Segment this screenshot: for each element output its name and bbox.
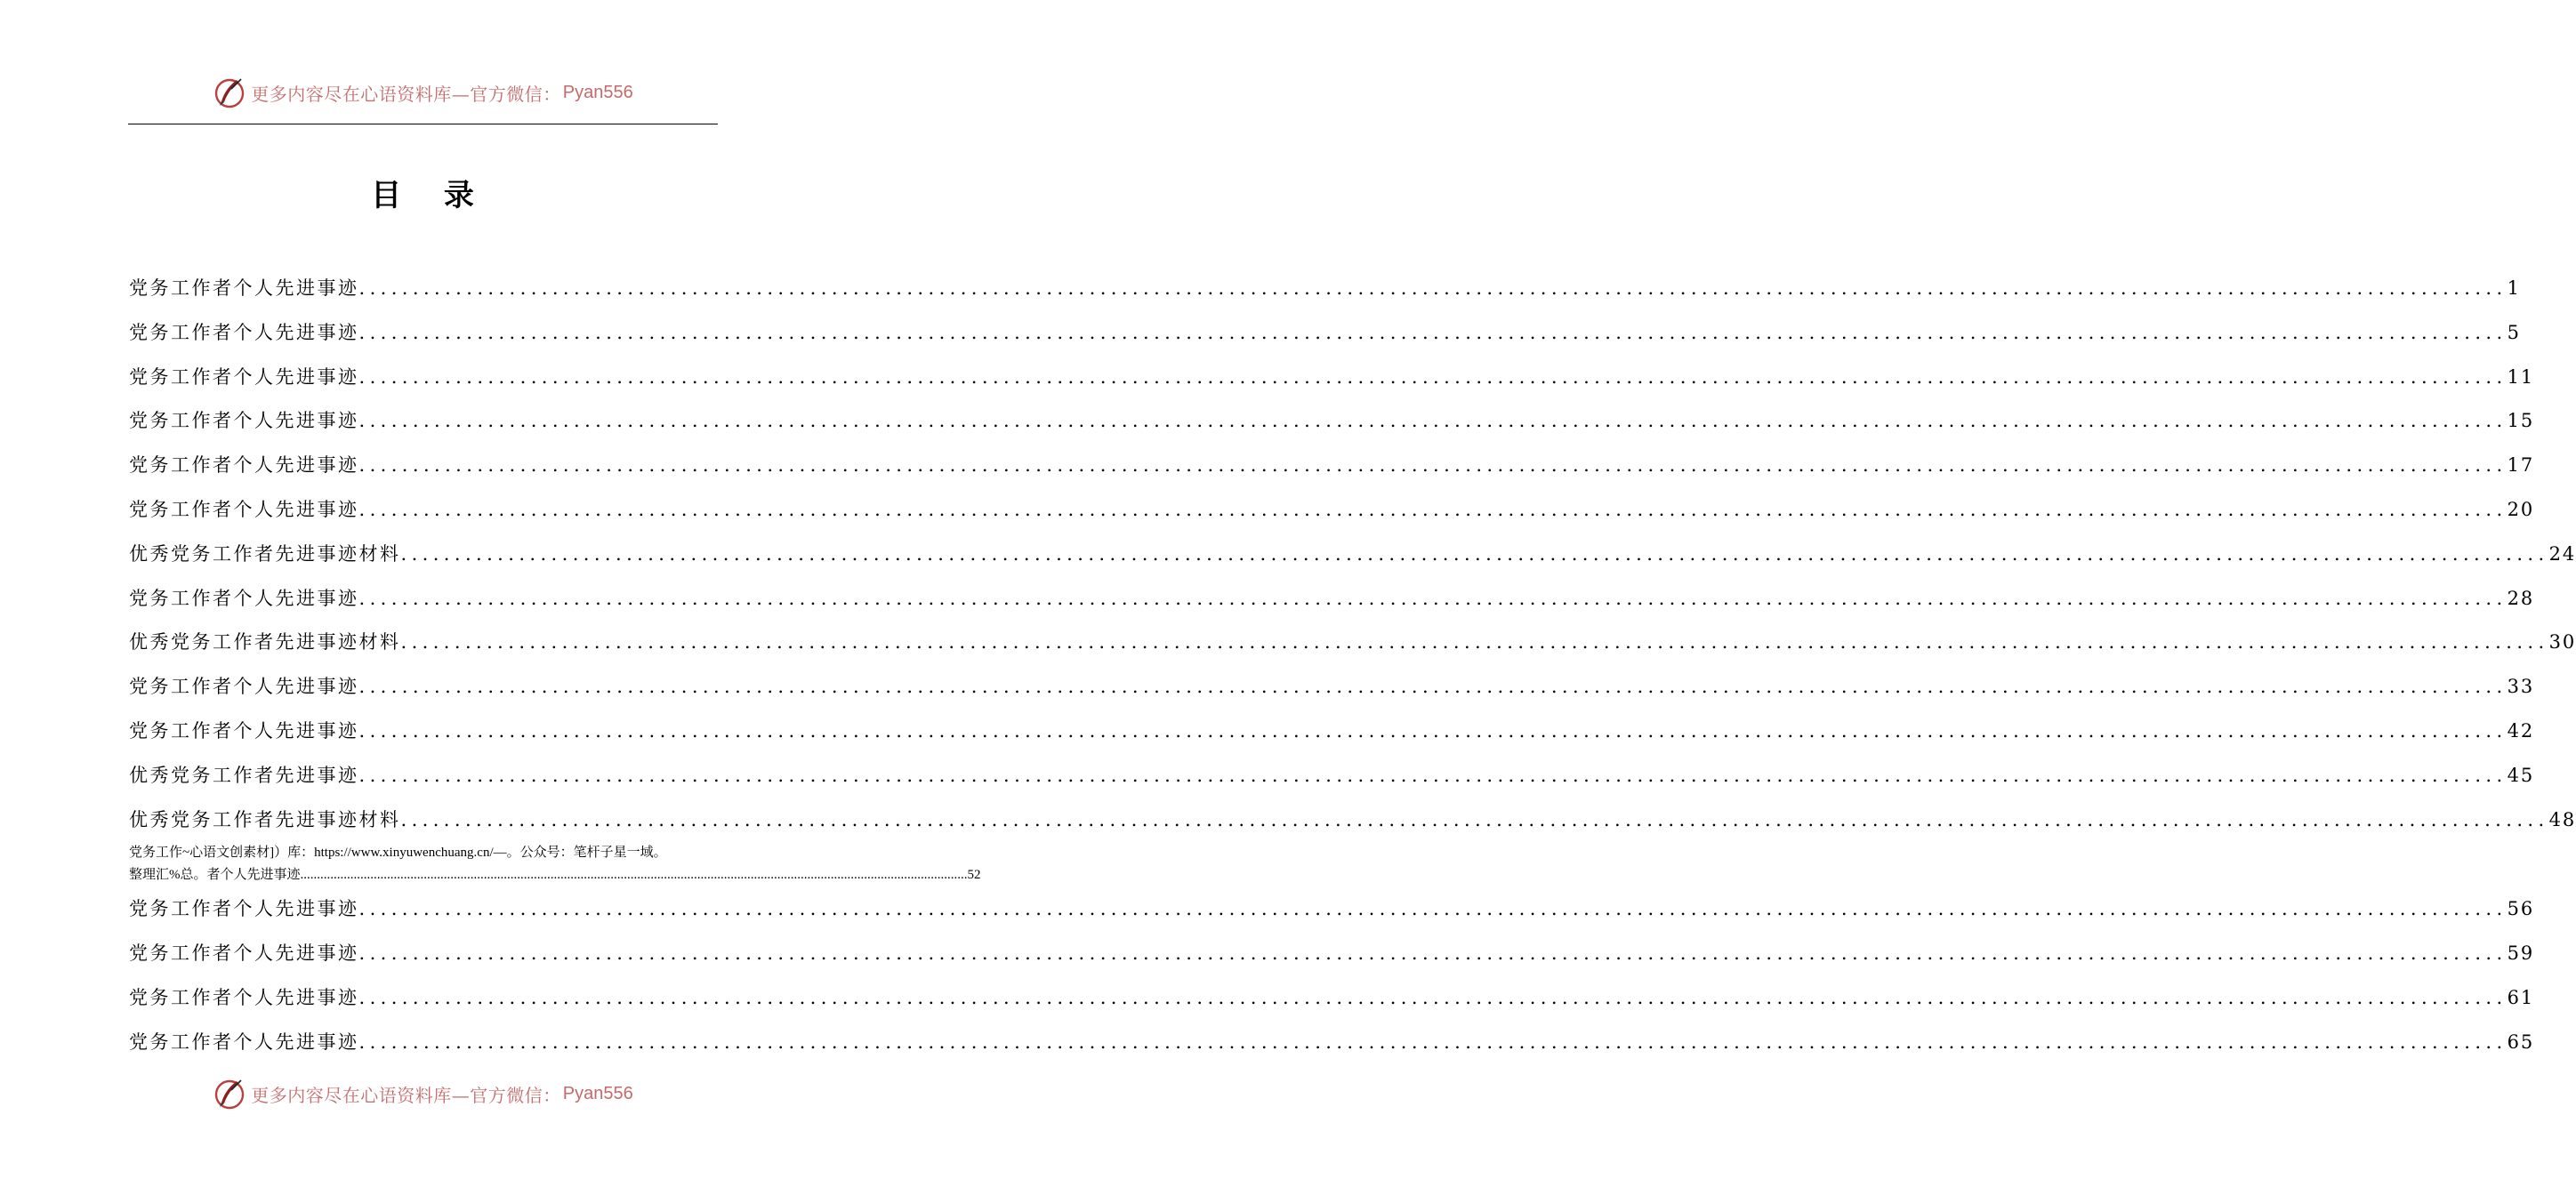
toc-entry[interactable]	[129, 710, 2535, 754]
toc-entry[interactable]	[129, 665, 2535, 710]
toc-entry-title: 党务工作者个人先进事迹	[129, 498, 359, 520]
toc-entry-page: 24	[2548, 542, 2576, 565]
toc-entry-page: 56	[2507, 898, 2535, 920]
toc-leader-dots: ........................................................................................................................................................................................................	[358, 410, 2508, 432]
toc-entry-title: 优秀党务工作者先进事迹材料	[129, 808, 401, 830]
banner-wechat-id: Pyan556	[562, 82, 633, 102]
toc-entry-title: 党务工作者个人先进事迹	[129, 942, 359, 965]
toc-leader-dots: ........................................................................................................................................................................................................	[358, 719, 2508, 742]
banner-text: 更多内容尽在心语资料库—官方微信：	[251, 83, 561, 105]
toc-entry[interactable]	[129, 932, 2535, 976]
toc-entry-title: 党务工作者个人先进事迹	[129, 365, 359, 388]
toc-entry-page: 48	[2548, 808, 2576, 830]
toc-entry-page: 61	[2507, 986, 2535, 1008]
toc-entry[interactable]	[129, 399, 2535, 444]
toc-leader-dots: ........................................................................................................................................................................................................	[358, 1031, 2508, 1053]
toc-entry-title: 优秀党务工作者先进事迹	[129, 764, 359, 786]
toc-entry[interactable]	[129, 267, 2521, 311]
page-title: 目 录	[371, 178, 490, 213]
toc-entry-page: 17	[2507, 454, 2535, 477]
toc-entry-page: 30	[2548, 631, 2576, 654]
toc-leader-dots: ........................................................................................................................................................................................................	[358, 498, 2508, 520]
toc-leader-dots: ........................................................................................................................................................................................................	[358, 986, 2508, 1008]
toc-leader-dots: ........................................................................................................................................................................................................	[358, 365, 2508, 388]
toc-entry-page: 5	[2507, 321, 2521, 343]
header-banner	[0, 73, 845, 112]
toc-entry[interactable]	[129, 976, 2535, 1021]
banner-wechat-id: Pyan556	[562, 1083, 633, 1103]
toc-entry-title: 党务工作者个人先进事迹	[129, 410, 359, 432]
toc-entry-page: 65	[2507, 1031, 2535, 1053]
toc-entry[interactable]	[129, 798, 2576, 843]
toc-entry[interactable]	[129, 754, 2535, 798]
toc-entry-page: 59	[2507, 942, 2535, 965]
toc-entry[interactable]	[129, 533, 2576, 577]
toc-entry-page: 1	[2507, 277, 2521, 299]
toc-entry-special-line1: 党务工作~心语文创素材]）库：https://www.xinyuwenchuang.cn/—。公众号：笔杆子星一域。	[129, 846, 667, 861]
toc-entry[interactable]	[129, 356, 2535, 400]
toc-leader-dots: ........................................................................................................................................................................................................	[358, 321, 2508, 343]
toc-entry-special-line2: 整理汇%总。者个人先进事迹	[129, 868, 301, 883]
toc-entry-title: 党务工作者个人先进事迹	[129, 676, 359, 698]
toc-entry-title: 优秀党务工作者先进事迹材料	[129, 542, 401, 565]
toc-leader-dots: ........................................................................................................................................................................................................	[358, 676, 2508, 698]
toc-entry-page: 52	[967, 868, 981, 883]
toc-leader-dots: ........................................................................................................................................................................................................	[358, 587, 2508, 609]
toc-leader-dots: ........................................................................................................................................................................................................	[358, 942, 2508, 965]
toc-entry-page: 28	[2507, 587, 2535, 609]
banner-text: 更多内容尽在心语资料库—官方微信：	[251, 1084, 561, 1106]
toc-entry-page: 11	[2507, 365, 2535, 388]
toc-entry-title: 党务工作者个人先进事迹	[129, 587, 359, 609]
toc-leader-dots: ........................................................................................................................................................................................................	[358, 454, 2508, 477]
toc-entry-page: 33	[2507, 676, 2535, 698]
toc-entry-title: 党务工作者个人先进事迹	[129, 898, 359, 920]
toc-leader-dots: ........................................................................................................................................................................................................	[400, 808, 2549, 830]
quill-pen-icon	[212, 75, 247, 110]
toc-entry[interactable]	[129, 621, 2576, 665]
toc-entry-title: 党务工作者个人先进事迹	[129, 321, 359, 343]
toc-leader-dots: ........................................................................................................................................................................................................	[400, 542, 2549, 565]
toc-entry[interactable]	[129, 488, 2535, 533]
toc-entry[interactable]	[129, 444, 2535, 488]
toc-entry-title: 优秀党务工作者先进事迹材料	[129, 631, 401, 654]
toc-entry-title: 党务工作者个人先进事迹	[129, 1031, 359, 1053]
toc-leader-dots: ........................................................................................................................................................................................................	[400, 631, 2549, 654]
toc-entry[interactable]	[129, 1021, 2535, 1065]
toc-entry-title: 党务工作者个人先进事迹	[129, 986, 359, 1008]
toc-entry-title: 党务工作者个人先进事迹	[129, 277, 359, 299]
table-of-contents	[129, 267, 2576, 1065]
toc-entry-title: 党务工作者个人先进事迹	[129, 719, 359, 742]
quill-pen-icon	[212, 1076, 247, 1111]
toc-leader-dots: ........................................................................................................................................................................................................	[358, 764, 2508, 786]
toc-entry-special[interactable]	[129, 842, 981, 887]
toc-entry-page: 45	[2507, 764, 2535, 786]
toc-entry[interactable]	[129, 311, 2521, 356]
toc-leader-dots: ........................................................................................................................................................................................................	[358, 898, 2508, 920]
footer-banner	[0, 1074, 845, 1113]
toc-entry[interactable]	[129, 887, 2535, 932]
toc-entry[interactable]	[129, 577, 2535, 622]
toc-entry-page: 42	[2507, 719, 2535, 742]
toc-entry-page: 20	[2507, 498, 2535, 520]
toc-entry-page: 15	[2507, 410, 2535, 432]
toc-entry-title: 党务工作者个人先进事迹	[129, 454, 359, 477]
toc-leader-dots: ........................................................................................................................................................................................................	[300, 868, 968, 883]
toc-leader-dots: ........................................................................................................................................................................................................	[358, 277, 2508, 299]
